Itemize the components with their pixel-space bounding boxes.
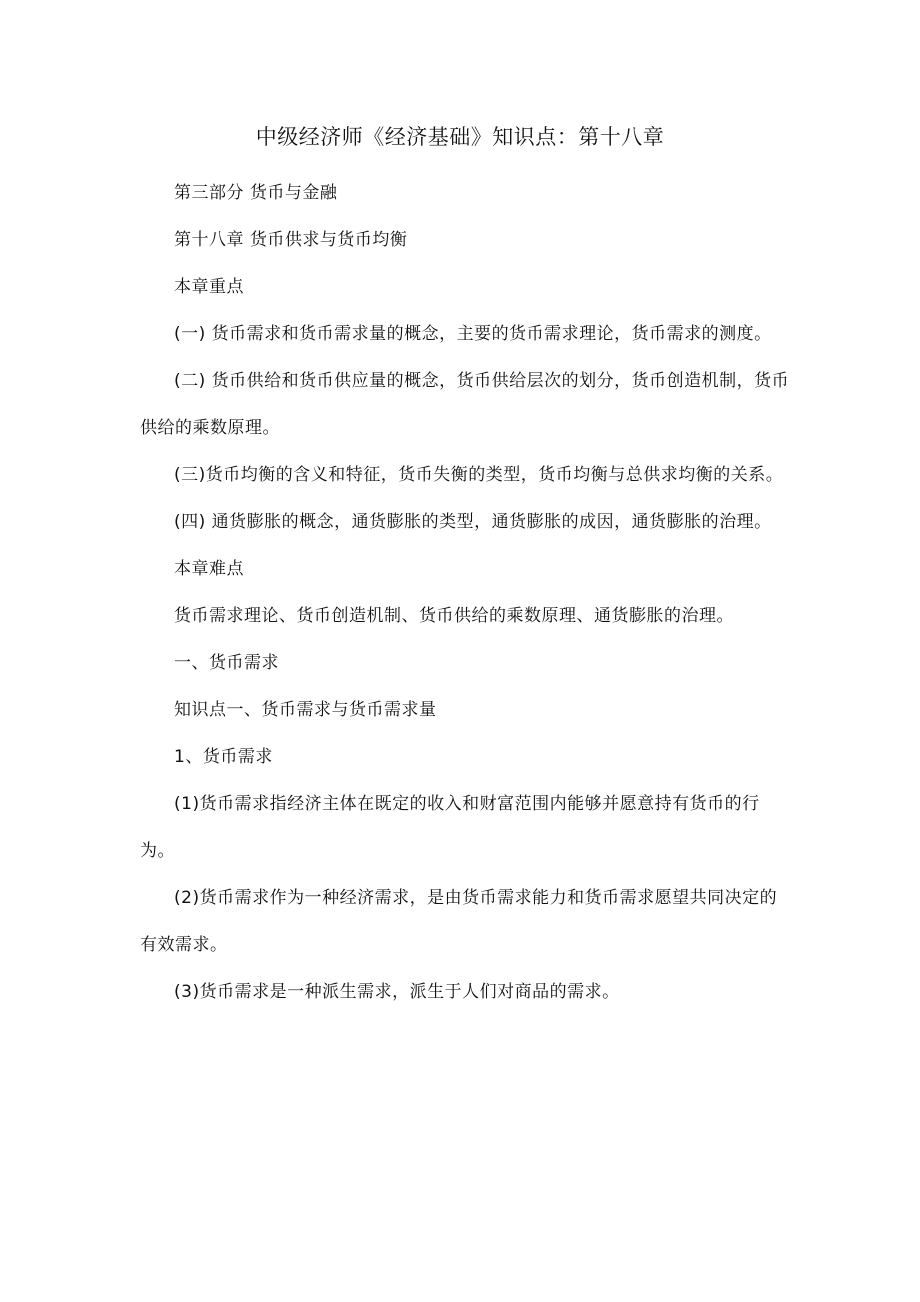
key-points-heading: 本章重点	[174, 277, 244, 297]
knowledge-point-heading: 知识点一、货币需求与货币需求量	[174, 700, 437, 720]
key-point-2: (二) 货币供给和货币供应量的概念，货币供给层次的划分，货币创造机制，货币供给的乘数原理。	[140, 371, 790, 438]
key-point-3: (三)货币均衡的含义和特征，货币失衡的类型，货币均衡与总供求均衡的关系。	[174, 465, 784, 485]
chapter-heading: 第十八章 货币供求与货币均衡	[174, 230, 408, 250]
difficult-points-text: 货币需求理论、货币创造机制、货币供给的乘数原理、通货膨胀的治理。	[174, 606, 734, 626]
definition-paragraph-3: (3)货币需求是一种派生需求，派生于人们对商品的需求。	[174, 982, 620, 1002]
difficult-points-heading: 本章难点	[174, 559, 244, 579]
page-title: 中级经济师《经济基础》知识点：第十八章	[255, 125, 665, 149]
key-point-1: (一) 货币需求和货币需求量的概念，主要的货币需求理论，货币需求的测度。	[174, 324, 772, 344]
subsection-heading: 1、货币需求	[174, 747, 273, 767]
key-point-4: (四) 通货膨胀的概念，通货膨胀的类型，通货膨胀的成因，通货膨胀的治理。	[174, 512, 772, 532]
part-heading: 第三部分 货币与金融	[174, 183, 338, 203]
definition-paragraph-1: (1)货币需求指经济主体在既定的收入和财富范围内能够并愿意持有货币的行为。	[140, 794, 760, 861]
definition-paragraph-2: (2)货币需求作为一种经济需求，是由货币需求能力和货币需求愿望共同决定的有效需求。	[140, 888, 778, 955]
section-heading: 一、货币需求	[174, 653, 279, 673]
document-body	[140, 170, 790, 1016]
